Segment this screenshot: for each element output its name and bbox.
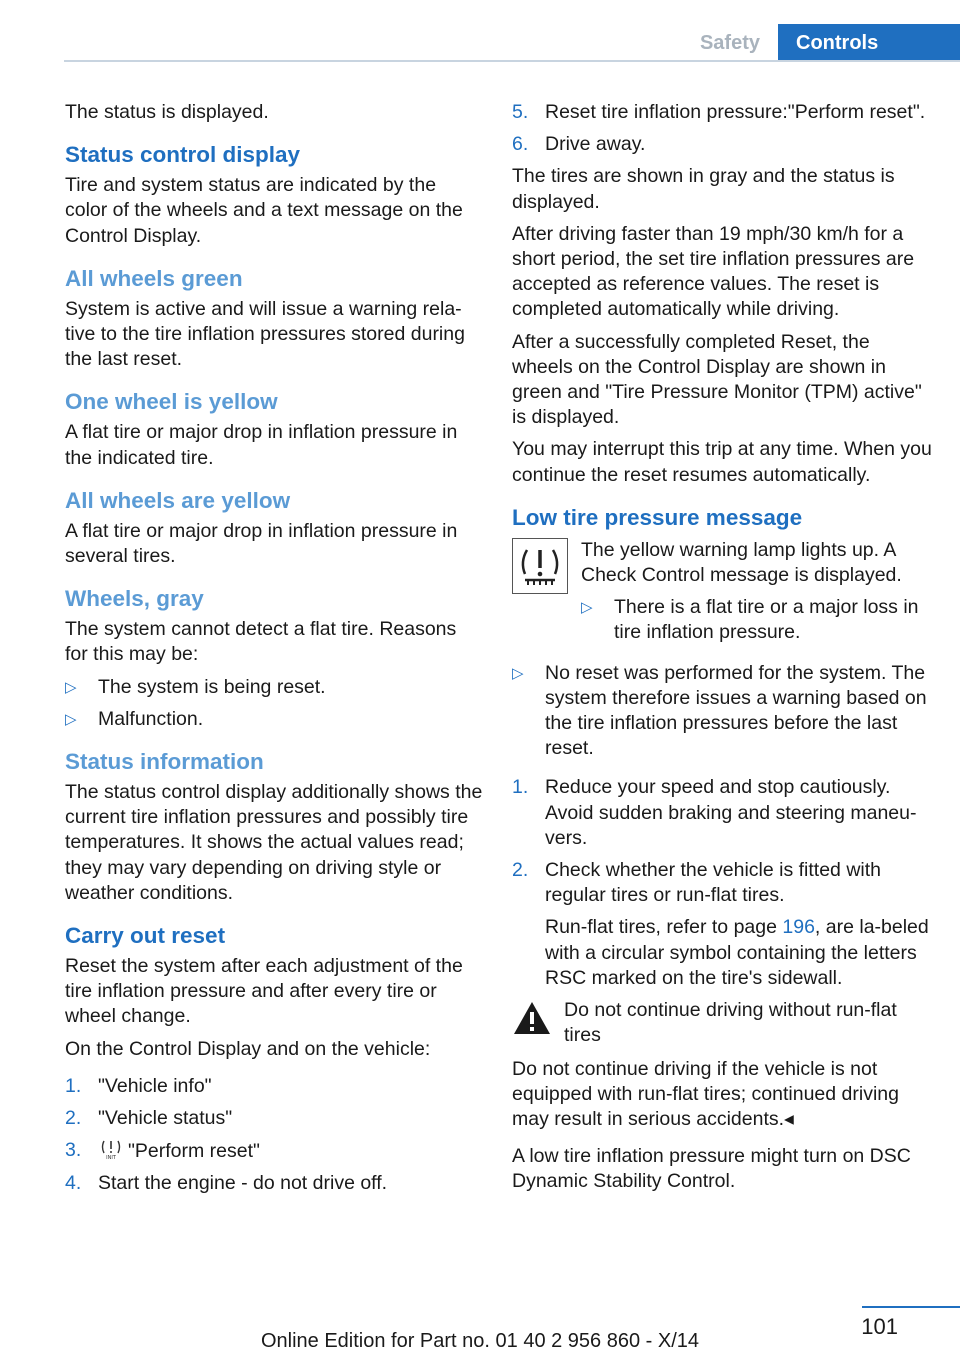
heading-status-control-display: Status control display xyxy=(65,142,301,168)
heading-low-tire-pressure: Low tire pressure message xyxy=(512,504,803,530)
one-yellow-text: A flat tire or major drop in inflation pressure in the indicated tire. xyxy=(65,421,458,469)
tpm-init-icon xyxy=(98,1138,124,1160)
tire-pressure-warning-icon xyxy=(512,538,568,594)
heading-all-wheels-green: All wheels green xyxy=(65,265,243,291)
svg-text:INIT: INIT xyxy=(106,1155,116,1161)
lamp-text: The yellow warning lamp lights up. A Check Control message is displayed. xyxy=(581,538,902,587)
list-item: ▷ Malfunction. xyxy=(65,707,483,732)
list-item: 3. INIT "Perform reset" xyxy=(65,1139,260,1163)
page-number-rule xyxy=(862,1306,960,1308)
all-green-text: System is active and will issue a warning rela-tive to the tire inflation pressures stored during the last reset. xyxy=(65,297,465,371)
heading-all-wheels-yellow: All wheels are yellow xyxy=(65,487,291,513)
bullet-icon: ▷ xyxy=(512,664,524,682)
reset-steps-continued xyxy=(512,100,932,157)
list-item: 4. Start the engine - do not drive off. xyxy=(65,1172,388,1195)
bullet-icon: ▷ xyxy=(581,599,593,617)
all-yellow-text: A flat tire or major drop in inflation pressure in several tires. xyxy=(65,519,458,568)
tires-gray-text: The tires are shown in gray and the status is displayed. xyxy=(512,165,895,213)
on-display-text: On the Control Display and on the vehicle: xyxy=(65,1037,431,1060)
dsc-text: A low tire inflation pressure might turn on DSC Dynamic Stability Control. xyxy=(512,1145,911,1193)
list-item: 5. Reset tire inflation pressure:"Perform reset". xyxy=(512,101,926,123)
tab-controls[interactable]: Controls xyxy=(778,24,960,62)
list-item: 1. Reduce your speed and stop cautiously. Avoid sudden braking and steering maneu-vers. xyxy=(512,776,917,849)
header-rule xyxy=(64,60,960,62)
lamp-list xyxy=(581,595,932,645)
list-item: 1. "Vehicle info" xyxy=(65,1074,212,1097)
warning-triangle-icon xyxy=(512,1000,552,1036)
lamp-block xyxy=(512,538,932,653)
reset-text: Reset the system after each adjustment of the tire inflation pressure and after every tire or wheel change. xyxy=(65,955,463,1028)
list-item: 2. Check whether the vehicle is fitted with regular tires or run-flat tires. xyxy=(512,859,881,907)
noreset-list xyxy=(512,661,932,762)
wheels-gray-text: The system cannot detect a flat tire. Reasons for this may be: xyxy=(65,618,457,666)
list-item: ▷ The system is being reset. xyxy=(65,675,483,700)
list-item: ▷ There is a flat tire or a major loss in tire inflation pressure. xyxy=(581,596,919,644)
warning-block xyxy=(512,998,932,1048)
page-link-196[interactable]: 196 xyxy=(782,916,815,939)
after-driving-text: After driving faster than 19 mph/30 km/h for a short period, the set tire inflation pressures are accepted as reference values. The reset is completed automatically while driving. xyxy=(512,222,915,321)
after-reset-text: After a successfully completed Reset, the wheels on the Control Display are shown in green and "Tire Pressure Monitor (TPM) active" is displayed. xyxy=(512,330,922,429)
left-column xyxy=(65,100,483,1204)
list-item: 6. Drive away. xyxy=(512,133,646,156)
status-displayed-text: The status is displayed. xyxy=(65,101,269,123)
heading-status-information: Status information xyxy=(65,749,264,775)
interrupt-text: You may interrupt this trip at any time. When you continue the reset resumes automatically. xyxy=(512,438,932,486)
status-info-text: The status control display additionally shows the current tire inflation pressures and possibly tire temperatures. It shows the actual values read; they may vary depending on driving style or weather conditions. xyxy=(65,781,483,904)
footer-edition: Online Edition for Part no. 01 40 2 956 860 - X/14 xyxy=(260,1330,700,1352)
header-tabs xyxy=(682,24,960,62)
warning-title: Do not continue driving without run-flat tires xyxy=(564,999,897,1047)
gray-reasons-list xyxy=(65,675,483,732)
heading-one-wheel-yellow: One wheel is yellow xyxy=(65,389,278,415)
bullet-icon: ▷ xyxy=(65,710,77,728)
bullet-icon: ▷ xyxy=(65,678,77,696)
heading-carry-out-reset: Carry out reset xyxy=(65,923,226,949)
list-item: 2. "Vehicle status" xyxy=(65,1107,233,1130)
runflat-text: Run-flat tires, refer to page 196, are la-beled with a circular symbol containing the letters RSC marked on the tire's sidewall. xyxy=(545,916,929,989)
list-item: ▷ No reset was performed for the system. The system therefore issues a warning based on the tire inflation pressures before the last reset. xyxy=(512,661,927,760)
action-steps-list xyxy=(512,775,932,908)
status-control-text: Tire and system status are indicated by the color of the wheels and a text message on the Control Display. xyxy=(65,174,463,247)
warning-text: Do not continue driving if the vehicle is not equipped with run-flat tires; continued driving may result in serious accidents.◂ xyxy=(512,1057,899,1130)
heading-wheels-gray: Wheels, gray xyxy=(65,586,204,612)
tab-safety[interactable]: Safety xyxy=(682,24,778,62)
right-column xyxy=(512,100,932,1202)
reset-steps-list xyxy=(65,1074,483,1197)
page-number: 101 xyxy=(861,1314,898,1339)
